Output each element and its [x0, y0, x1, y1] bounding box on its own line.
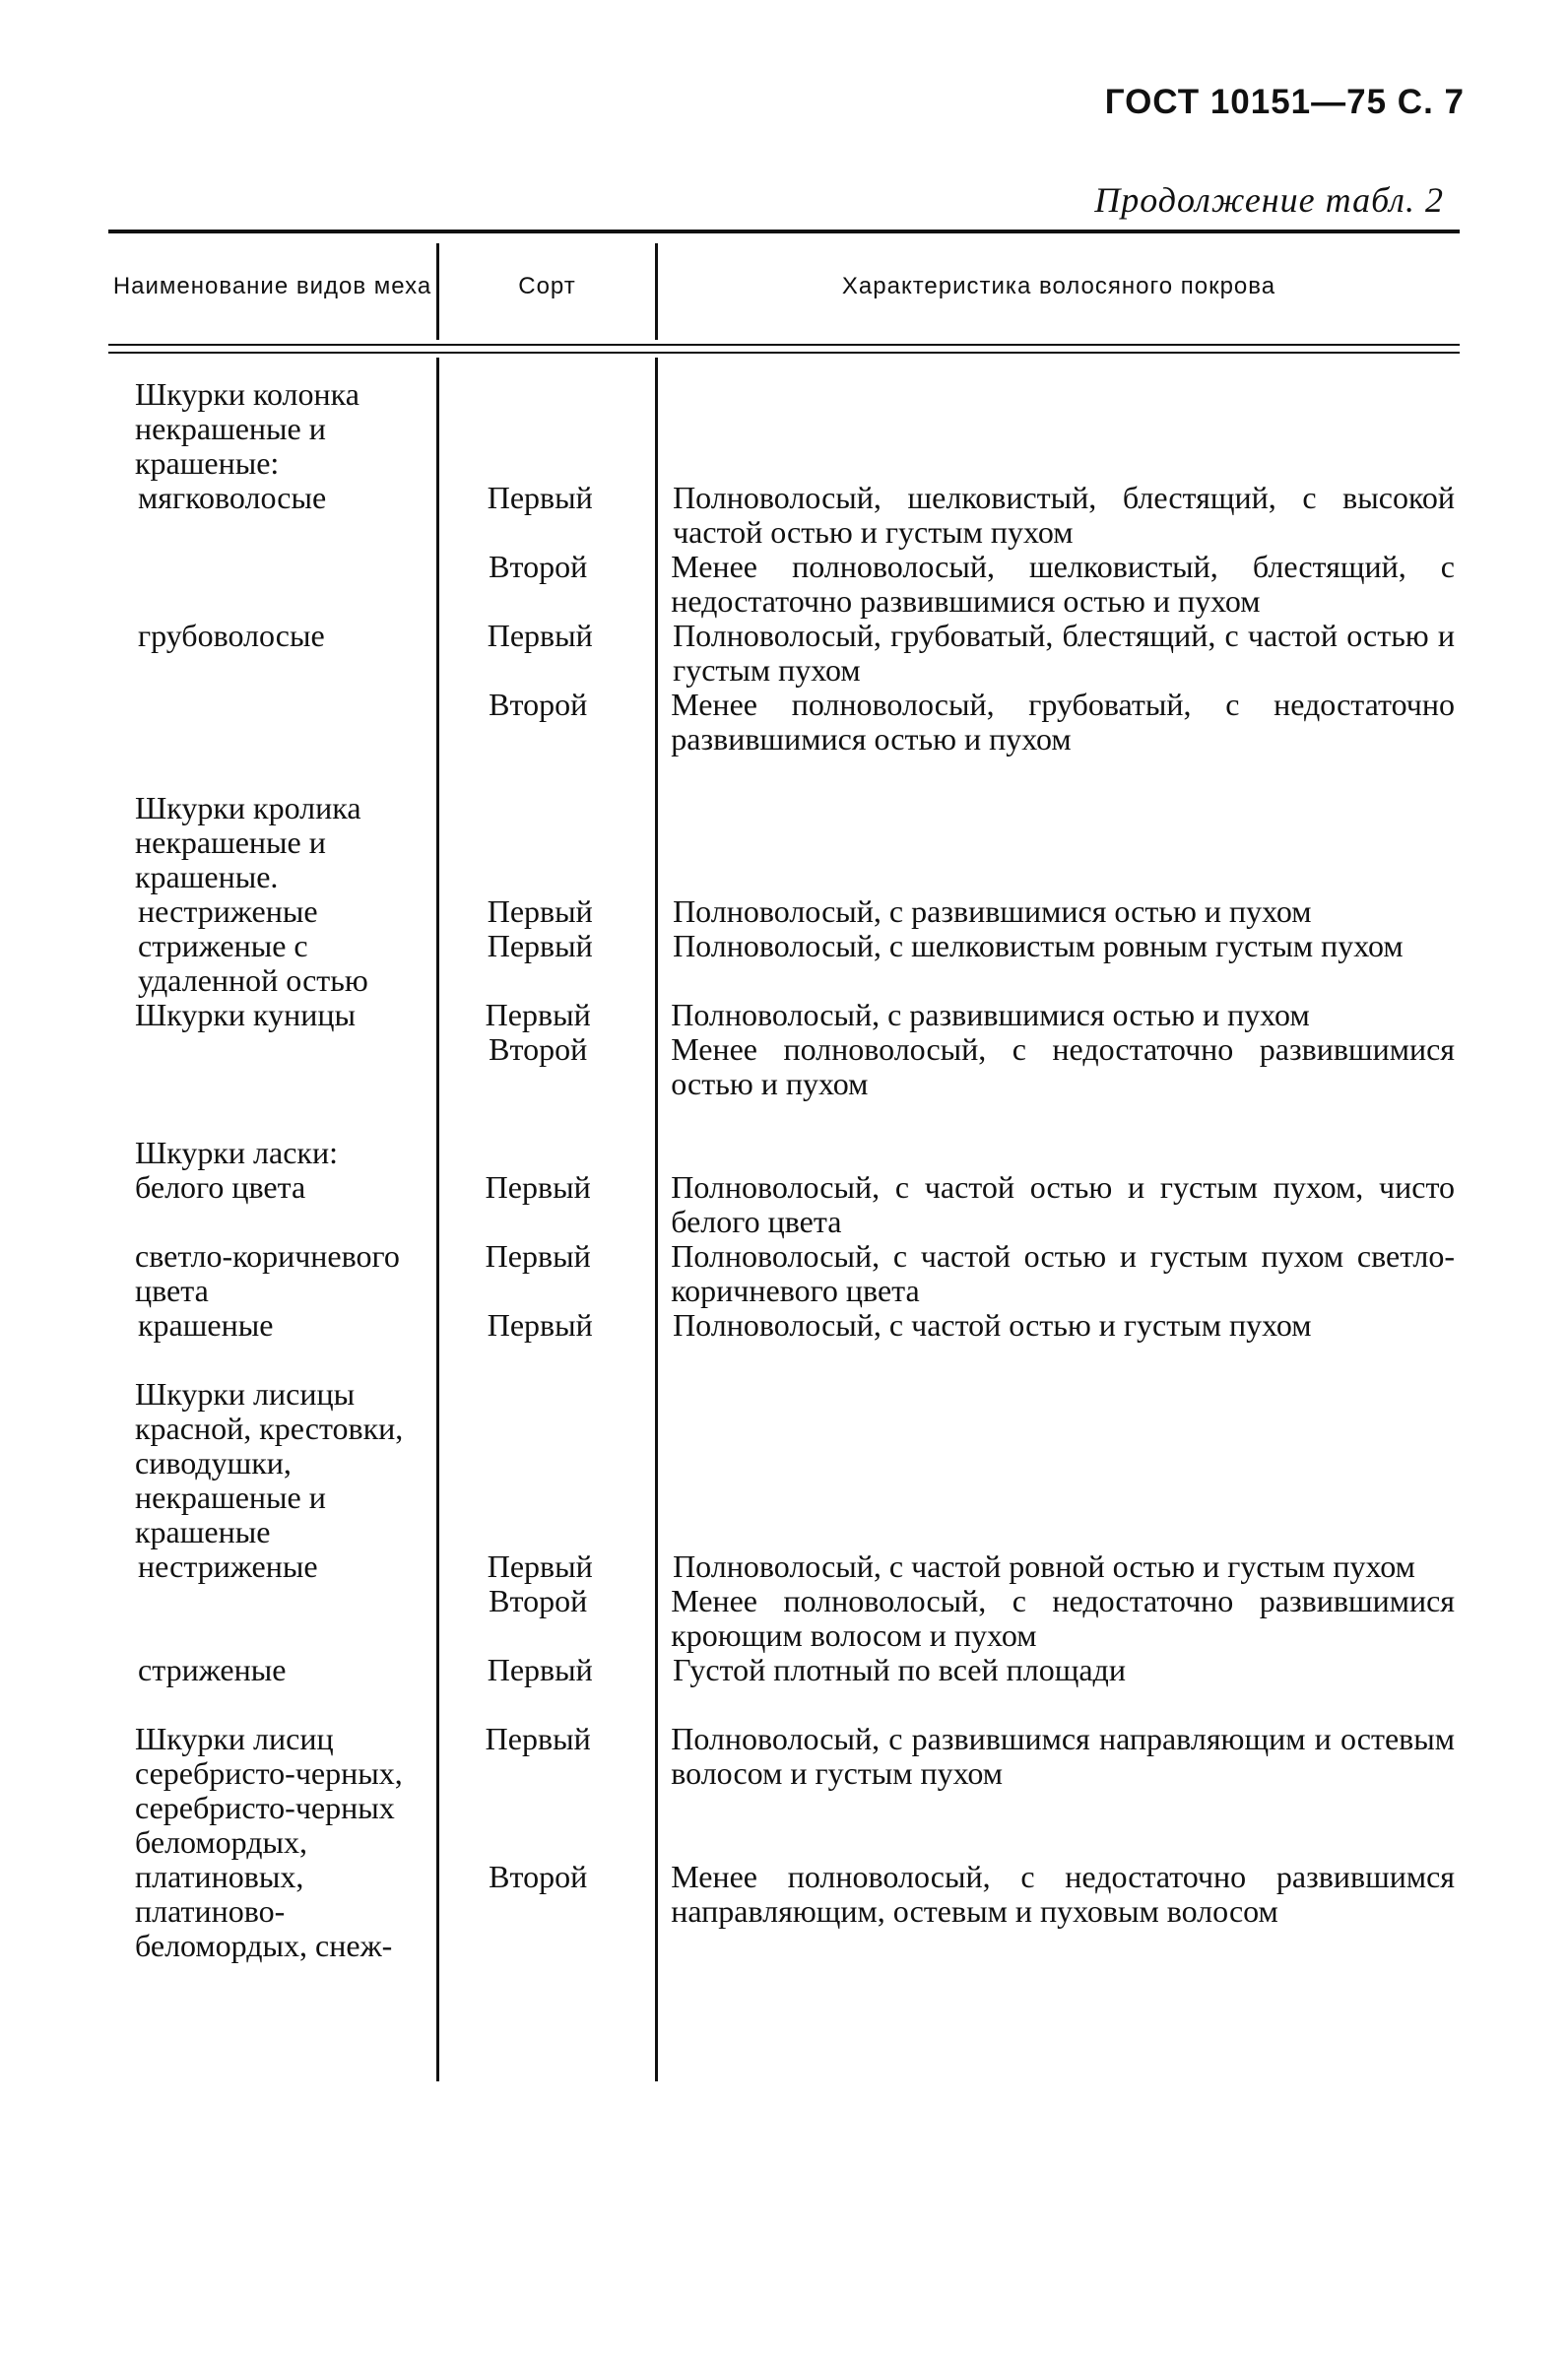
characteristic-cell [643, 791, 1460, 894]
characteristic-cell: Менее полноволосый, с недостаточно развившимся направляющим, остевым и пуховым волосом [671, 1859, 1455, 1929]
characteristic-cell: Полноволосый, с частой остью и густым пухом [673, 1307, 1312, 1343]
characteristic-cell: Густой плотный по всей площади [673, 1652, 1126, 1687]
characteristic-cell: Полноволосый, с частой остью и густым пухом светло-коричневого цвета [671, 1238, 1455, 1308]
characteristic-cell: Полноволосый, с развившимся направляющим и остевым волосом и густым пухом [671, 1721, 1455, 1791]
table-row [108, 1308, 1460, 1343]
grade-cell: Первый [485, 1721, 591, 1756]
fur-name-cell: нестриженые [138, 1548, 318, 1584]
characteristic-cell: Менее полноволосый, грубоватый, с недостаточно развившимися остью и пухом [671, 687, 1455, 757]
fur-name-cell: стриженые [138, 1652, 287, 1687]
characteristic-cell: Менее полноволосый, шелковистый, блестящий, с недостаточно развившимися остью и пухом [671, 549, 1455, 619]
grade-cell: Первый [487, 1307, 593, 1343]
table-row [108, 929, 1460, 998]
characteristic-cell: Менее полноволосый, с недостаточно развившимися кроющим волосом и пухом [671, 1583, 1455, 1653]
fur-name-cell [108, 1860, 429, 1929]
table-row [108, 1584, 1460, 1653]
fur-grades-table [108, 230, 1460, 2081]
column-header-characteristic: Характеристика волосяного покрова [841, 273, 1276, 299]
table-row [108, 1549, 1460, 1584]
table-row [108, 550, 1460, 619]
grade-cell [429, 1377, 643, 1549]
table-row [108, 377, 1460, 481]
table-continuation-caption: Продолжение табл. 2 [1094, 180, 1444, 220]
table-row [108, 1032, 1460, 1101]
characteristic-cell: Полноволосый, шелковистый, блестящий, с высокой частой остью и густым пухом [673, 480, 1455, 550]
fur-name-cell [108, 550, 429, 619]
grade-cell: Первый [487, 928, 593, 963]
fur-name-cell: Шкурки ласки: [135, 1135, 338, 1170]
grade-cell: Второй [489, 549, 588, 584]
header-rule-2 [108, 352, 1460, 354]
column-header-name: Наименование видов меха [112, 273, 432, 299]
fur-name-cell: мягковолосые [138, 480, 327, 515]
grade-cell [429, 1136, 643, 1170]
fur-name-cell: Шкурки колонка некрашеные и крашеные: [135, 376, 359, 481]
table-body [108, 376, 1460, 1963]
grade-cell: Первый [487, 1652, 593, 1687]
table-row [108, 998, 1460, 1032]
grade-cell: Первый [485, 997, 591, 1032]
table-row [108, 481, 1460, 550]
fur-name-cell: белого цвета [135, 1169, 306, 1205]
page-header: ГОСТ 10151—75 С. 7 [1104, 83, 1465, 121]
fur-name-cell: Шкурки куницы [135, 997, 357, 1032]
table-row [108, 1377, 1460, 1549]
grade-cell: Первый [485, 1169, 591, 1205]
grade-cell: Второй [489, 1031, 588, 1067]
fur-name-cell: грубоволосые [138, 618, 325, 653]
table-row [108, 1860, 1460, 1929]
characteristic-cell [643, 1136, 1460, 1170]
characteristic-cell: Менее полноволосый, с недостаточно развившимися остью и пухом [671, 1031, 1455, 1101]
characteristic-cell: Полноволосый, с частой остью и густым пухом, чисто белого цвета [671, 1169, 1455, 1239]
characteristic-cell: Полноволосый, с частой ровной остью и густым пухом [673, 1548, 1415, 1584]
characteristic-cell: Полноволосый, грубоватый, блестящий, с частой остью и густым пухом [673, 618, 1455, 688]
fur-name-cell: Шкурки лисиц серебристо-черных, серебристо-черных беломордых, платиновых, платиново-беломордых, снеж- [135, 1721, 403, 1963]
fur-name-cell: нестриженые [138, 893, 318, 929]
table-row [108, 688, 1460, 757]
characteristic-cell [643, 377, 1460, 481]
fur-name-cell [108, 1032, 429, 1101]
column-header-grade: Сорт [518, 273, 576, 299]
table-row [108, 894, 1460, 929]
table-row [108, 1653, 1460, 1687]
grade-cell: Первый [487, 480, 593, 515]
table-row [108, 791, 1460, 894]
characteristic-cell: Полноволосый, с развившимися остью и пухом [673, 893, 1312, 929]
table-row [108, 1170, 1460, 1239]
fur-name-cell: Шкурки лисицы красной, крестовки, сиводушки, некрашеные и крашеные [135, 1376, 404, 1549]
grade-cell: Второй [489, 687, 588, 722]
characteristic-cell [643, 1377, 1460, 1549]
table-row [108, 1239, 1460, 1308]
fur-name-cell: крашеные [138, 1307, 274, 1343]
grade-cell: Второй [489, 1859, 588, 1894]
fur-name-cell: светло-коричневого цвета [135, 1238, 400, 1308]
fur-name-cell [108, 1584, 429, 1653]
header-rule-1 [108, 344, 1460, 346]
grade-cell: Второй [489, 1583, 588, 1618]
fur-name-cell: Шкурки кролика некрашеные и крашеные. [135, 790, 361, 894]
grade-cell: Первый [487, 618, 593, 653]
grade-cell [429, 377, 643, 481]
grade-cell: Первый [487, 893, 593, 929]
table-row [108, 619, 1460, 688]
grade-cell: Первый [487, 1548, 593, 1584]
characteristic-cell: Полноволосый, с шелковистым ровным густым пухом [673, 928, 1404, 963]
grade-cell: Первый [485, 1238, 591, 1274]
grade-cell [429, 791, 643, 894]
fur-name-cell: стриженые с удаленной остью [138, 928, 368, 998]
characteristic-cell: Полноволосый, с развившимися остью и пухом [671, 997, 1310, 1032]
fur-name-cell [108, 688, 429, 757]
table-row [108, 1136, 1460, 1170]
